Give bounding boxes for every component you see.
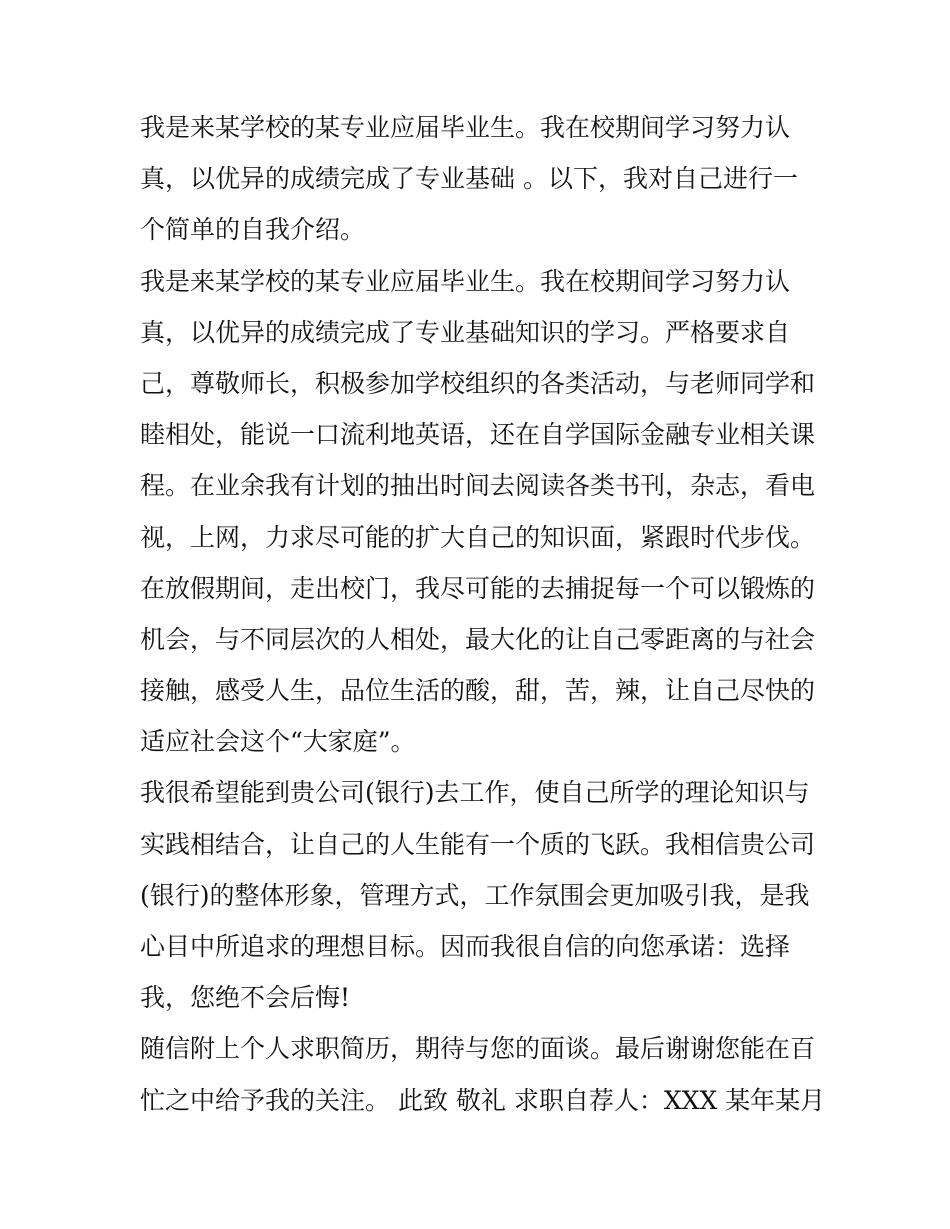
text-line: 己，尊敬师长，积极参加学校组织的各类活动，与老师同学和	[140, 368, 816, 398]
text-line: 程。在业余我有计划的抽出时间去阅读各类书刊，杂志，看电	[140, 471, 816, 501]
text-line: 我是来某学校的某专业应届毕业生。我在校期间学习努力认	[140, 113, 791, 142]
letter-body	[140, 102, 826, 1126]
text-line: 适应社会这个“大家庭”。	[140, 727, 416, 757]
text-line: 视，上网，力求尽可能的扩大自己的知识面，紧跟时代步伐。	[140, 522, 816, 552]
text-line: 真，以优异的成绩完成了专业基础知识的学习。严格要求自	[140, 317, 791, 347]
text-line: 心目中所追求的理想目标。因而我很自信的向您承诺：选择	[140, 932, 791, 961]
text-line: 在放假期间，走出校门，我尽可能的去捕捉每一个可以锻炼的	[140, 573, 816, 603]
text-line: 接触，感受人生，品位生活的酸，甜，苦，辣，让自己尽快的	[140, 676, 816, 706]
text-line: 个简单的自我介绍。	[140, 215, 366, 245]
text-line: 忙之中给予我的关注。 此致 敬礼 求职自荐人：XXX 某年某月	[140, 1085, 826, 1115]
text-line: 机会，与不同层次的人相处，最大化的让自己零距离的与社会	[140, 624, 816, 654]
text-line: 我很希望能到贵公司(银行)去工作，使自己所学的理论知识与	[140, 778, 810, 808]
text-line: 睦相处，能说一口流利地英语，还在自学国际金融专业相关课	[140, 420, 816, 450]
text-line: 随信附上个人求职简历，期待与您的面谈。最后谢谢您能在百	[140, 1034, 816, 1064]
text-line: 实践相结合，让自己的人生能有一个质的飞跃。我相信贵公司	[140, 829, 816, 859]
text-line: 我是来某学校的某专业应届毕业生。我在校期间学习努力认	[140, 266, 791, 296]
text-line: 我，您绝不会后悔!	[140, 983, 351, 1013]
text-line: (银行)的整体形象，管理方式，工作氛围会更加吸引我，是我	[140, 880, 810, 910]
text-line: 真，以优异的成绩完成了专业基础 。以下，我对自己进行一	[140, 164, 798, 194]
